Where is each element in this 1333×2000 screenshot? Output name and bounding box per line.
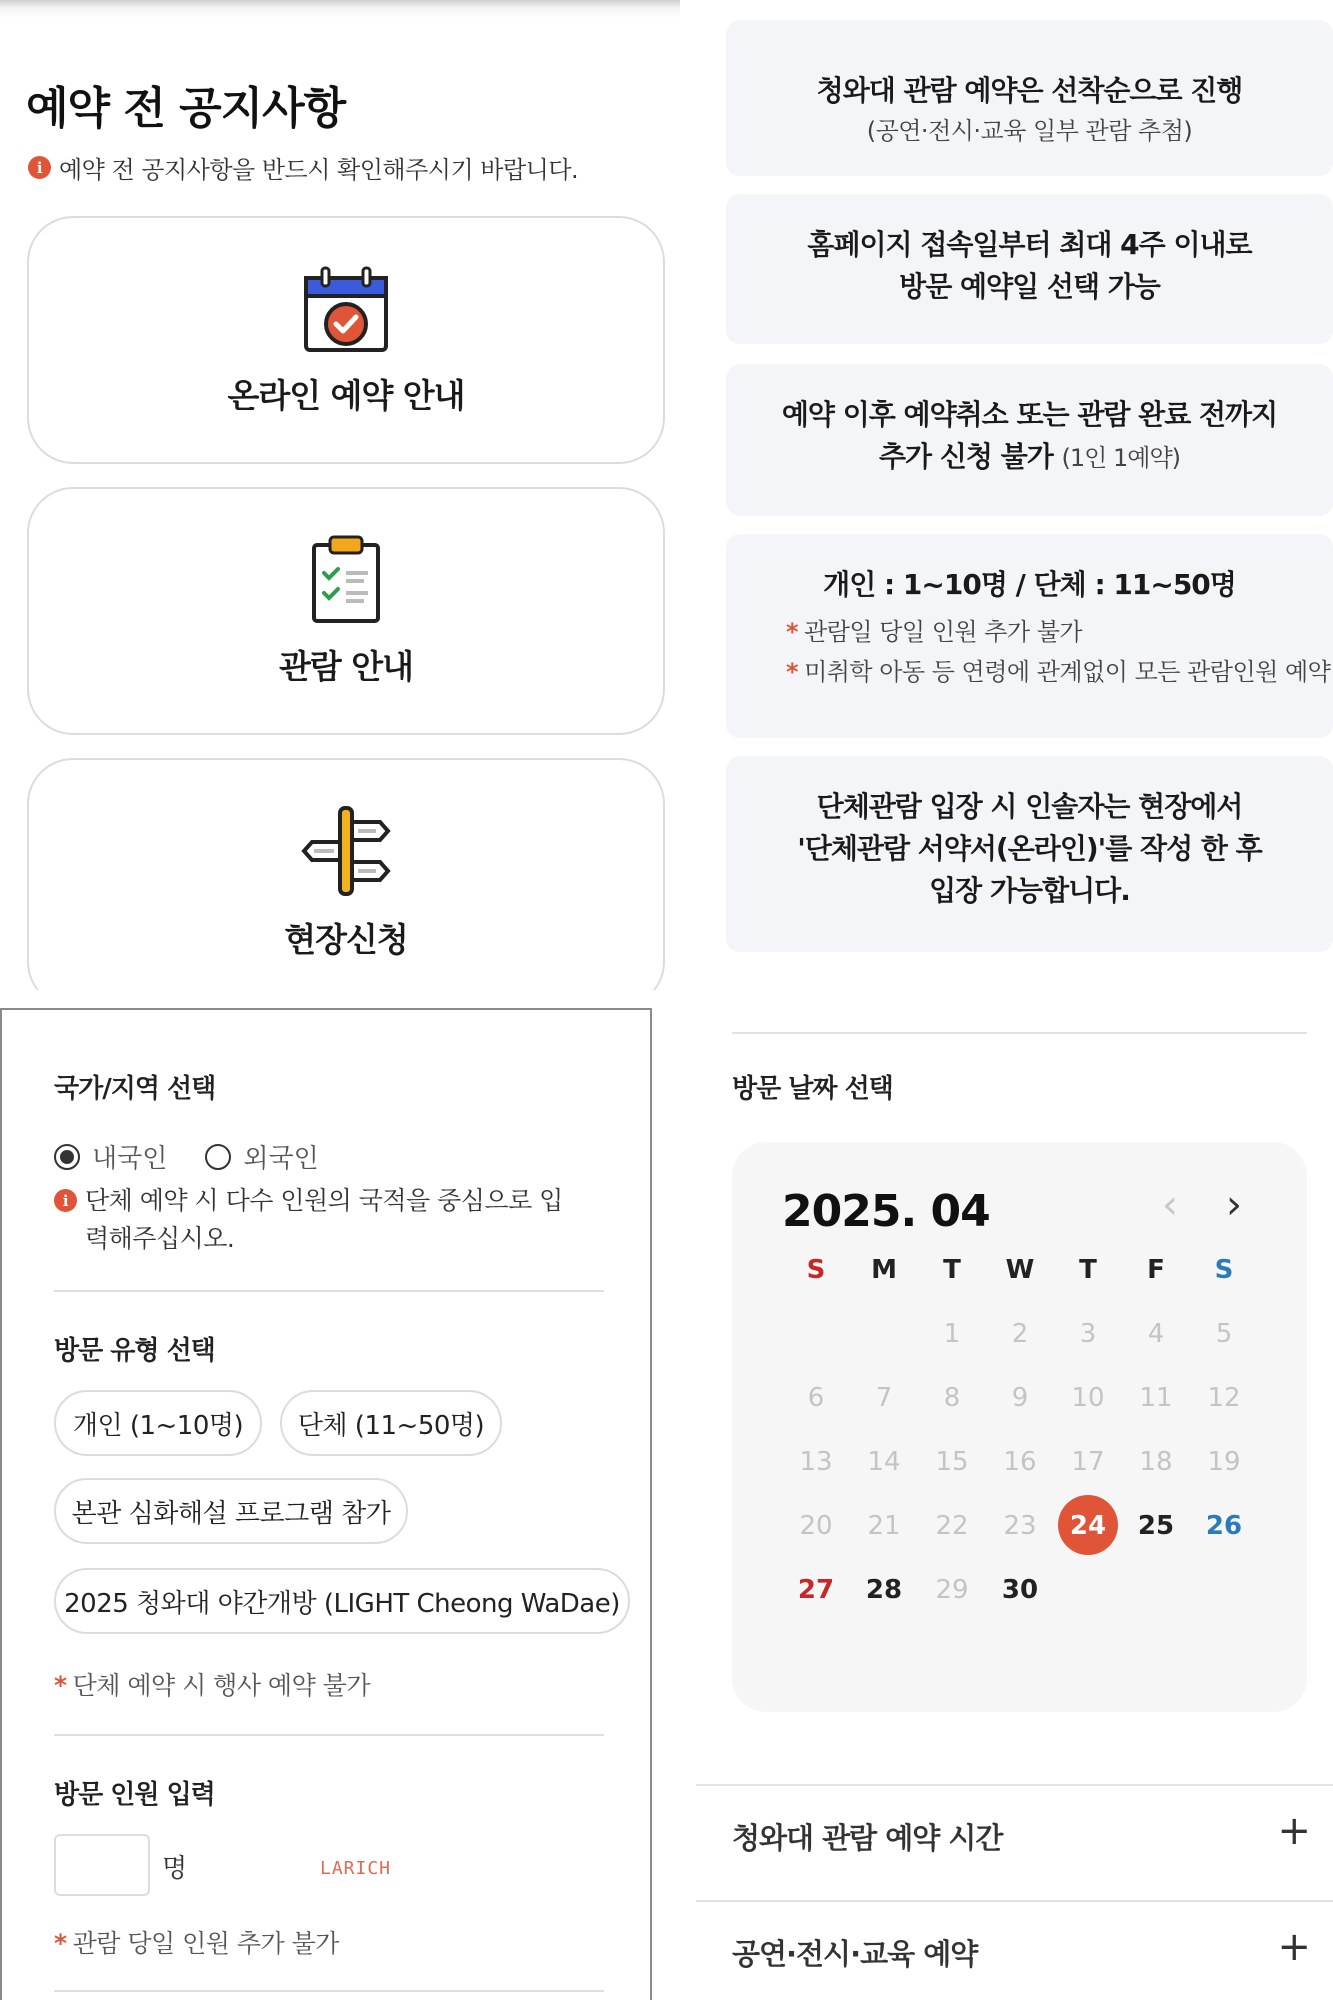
rule-no-additional (726, 364, 1333, 516)
section-divider (732, 1032, 1307, 1034)
nationality-radio-group (54, 1138, 319, 1175)
calendar-day: 22 (935, 1511, 969, 1541)
calendar-day: 14 (867, 1447, 901, 1477)
visit-guide-card[interactable] (27, 487, 665, 735)
country-section-title: 국가/지역 선택 (54, 1074, 216, 1104)
calendar-day: 16 (1003, 1447, 1037, 1477)
page-title: 예약 전 공지사항 (26, 83, 346, 134)
calendar-day: 9 (1011, 1383, 1029, 1413)
calendar-day: 5 (1215, 1319, 1233, 1349)
section-divider (54, 1990, 604, 1992)
rule-4-note-2-text: 미취학 아동 등 연령에 관계없이 모든 관람인원 예약 (804, 658, 1331, 686)
clipboard-checklist-icon (308, 533, 384, 625)
rule-3-line-2-light: (1인 1예약) (1061, 444, 1180, 472)
calendar-day: 29 (935, 1575, 969, 1605)
header-shadow (0, 0, 680, 18)
weekday-label: T (1079, 1255, 1097, 1285)
date-section-title: 방문 날짜 선택 (732, 1074, 893, 1104)
rule-3-line-2-main: 추가 신청 불가 (879, 440, 1053, 473)
visit-type-night-button[interactable]: 2025 청와대 야간개방 (LIGHT Cheong WaDae) (54, 1568, 630, 1634)
rule-5-line-1: 단체관람 입장 시 인솔자는 현장에서 (816, 790, 1243, 823)
calendar-day: 23 (1003, 1511, 1037, 1541)
visit-type-program-button[interactable]: 본관 심화해설 프로그램 참가 (54, 1478, 408, 1544)
accordion-visit-time-label: 청와대 관람 예약 시간 (732, 1821, 1003, 1855)
next-month-icon[interactable]: › (1226, 1182, 1242, 1228)
rule-4-line-1: 개인 : 1~10명 / 단체 : 11~50명 (823, 568, 1236, 601)
calendar-day: 18 (1139, 1447, 1173, 1477)
section-divider (54, 1290, 604, 1292)
calendar-month-label: 2025. 04 (782, 1186, 990, 1237)
calendar-day: 20 (799, 1511, 833, 1541)
online-reservation-card[interactable] (27, 216, 665, 464)
calendar-day: 13 (799, 1447, 833, 1477)
prev-month-icon[interactable]: ‹ (1162, 1182, 1178, 1228)
accordion-performance-label: 공연·전시·교육 예약 (732, 1937, 978, 1971)
reservation-form (0, 1008, 652, 2000)
calendar-day: 4 (1147, 1319, 1165, 1349)
calendar-day: 8 (943, 1383, 961, 1413)
rule-group-size (726, 534, 1333, 738)
calendar-day[interactable]: 30 (1001, 1575, 1039, 1605)
calendar-day: 6 (807, 1383, 825, 1413)
star-mark: * (54, 1671, 67, 1700)
visitor-count-note (54, 1924, 339, 1960)
star-mark: * (54, 1929, 67, 1958)
rule-1-line-2: (공연·전시·교육 일부 관람 추첨) (866, 117, 1193, 145)
info-icon: i (54, 1189, 77, 1212)
weekday-label: S (806, 1255, 826, 1285)
visit-type-individual-button[interactable]: 개인 (1~10명) (54, 1390, 262, 1456)
weekday-label: M (871, 1255, 897, 1285)
accordion-visit-time[interactable] (696, 1784, 1333, 1884)
calendar-day: 17 (1071, 1447, 1105, 1477)
calendar (732, 1142, 1307, 1712)
calendar-day: 2 (1011, 1319, 1029, 1349)
rule-5-line-3: 입장 가능합니다. (929, 874, 1130, 907)
rule-group-pledge (726, 756, 1333, 952)
expand-plus-icon[interactable]: + (1277, 1924, 1311, 1970)
card-label-online: 온라인 예약 안내 (227, 376, 465, 415)
rules-panel (696, 0, 1333, 990)
rule-4-note-1 (726, 612, 1333, 652)
country-warning (54, 1182, 574, 1258)
card-label-onsite: 현장신청 (284, 920, 408, 959)
calendar-grid (732, 1142, 1307, 1712)
rule-four-weeks (726, 194, 1333, 344)
rule-4-note-1-text: 관람일 당일 인원 추가 불가 (804, 618, 1083, 646)
rule-1-line-1: 청와대 관람 예약은 선착순으로 진행 (816, 74, 1243, 107)
calendar-day[interactable]: 26 (1205, 1511, 1243, 1541)
notice-subtitle (28, 150, 578, 185)
calendar-day: 7 (875, 1383, 893, 1413)
notice-subtitle-text: 예약 전 공지사항을 반드시 확인해주시기 바랍니다. (59, 156, 579, 184)
visitor-count-section-title: 방문 인원 입력 (54, 1780, 215, 1810)
star-mark: * (786, 618, 799, 646)
calendar-day[interactable]: 25 (1137, 1511, 1175, 1541)
rule-2-line-2: 방문 예약일 선택 가능 (899, 270, 1160, 303)
weekday-label: T (943, 1255, 961, 1285)
rule-3-line-1: 예약 이후 예약취소 또는 관람 완료 전까지 (781, 398, 1278, 431)
visitor-count-unit: 명 (162, 1854, 188, 1884)
info-icon: i (28, 156, 51, 179)
date-selection-panel (696, 1008, 1333, 2000)
visitor-count-note-text: 관람 당일 인원 추가 불가 (72, 1929, 339, 1958)
weekday-label: F (1147, 1255, 1165, 1285)
weekday-label: S (1214, 1255, 1234, 1285)
rule-first-come (726, 20, 1333, 176)
calendar-day: 15 (935, 1447, 969, 1477)
calendar-day: 12 (1207, 1383, 1241, 1413)
foreign-radio-label[interactable]: 외국인 (243, 1144, 319, 1174)
accordion-performance[interactable] (696, 1900, 1333, 2000)
calendar-day[interactable]: 24 (1069, 1511, 1107, 1541)
rule-3-line-2 (726, 436, 1333, 479)
calendar-day[interactable]: 27 (797, 1575, 835, 1605)
expand-plus-icon[interactable]: + (1277, 1808, 1311, 1854)
star-mark: * (786, 658, 799, 686)
section-divider (54, 1734, 604, 1736)
country-warning-text: 단체 예약 시 다수 인원의 국적을 중심으로 입력해주십시오. (85, 1186, 563, 1253)
calendar-day: 19 (1207, 1447, 1241, 1477)
calendar-check-icon (300, 264, 392, 356)
visitor-count-input[interactable] (54, 1834, 150, 1896)
visit-type-group-button[interactable]: 단체 (11~50명) (280, 1390, 502, 1456)
rule-5-line-2: '단체관람 서약서(온라인)'를 작성 한 후 (797, 832, 1262, 865)
foreign-radio[interactable] (205, 1144, 231, 1170)
calendar-day: 3 (1079, 1319, 1097, 1349)
calendar-day: 21 (867, 1511, 901, 1541)
notice-panel (0, 0, 680, 990)
rule-4-note-2 (726, 652, 1333, 692)
rule-2-line-1: 홈페이지 접속일부터 최대 4주 이내로 (807, 228, 1252, 261)
domestic-radio[interactable] (54, 1144, 80, 1170)
calendar-day: 1 (943, 1319, 961, 1349)
calendar-day: 11 (1139, 1383, 1173, 1413)
visit-type-note (54, 1666, 370, 1702)
weekday-label: W (1005, 1255, 1035, 1285)
signpost-icon (300, 804, 392, 896)
card-label-guide: 관람 안내 (278, 647, 413, 686)
calendar-day[interactable]: 28 (865, 1575, 903, 1605)
visit-type-note-text: 단체 예약 시 행사 예약 불가 (72, 1671, 370, 1700)
domestic-radio-label[interactable]: 내국인 (92, 1144, 168, 1174)
onsite-application-card[interactable] (27, 758, 665, 990)
watermark-text: LARICH (320, 1858, 392, 1879)
calendar-day: 10 (1071, 1383, 1105, 1413)
visit-type-section-title: 방문 유형 선택 (54, 1336, 215, 1366)
